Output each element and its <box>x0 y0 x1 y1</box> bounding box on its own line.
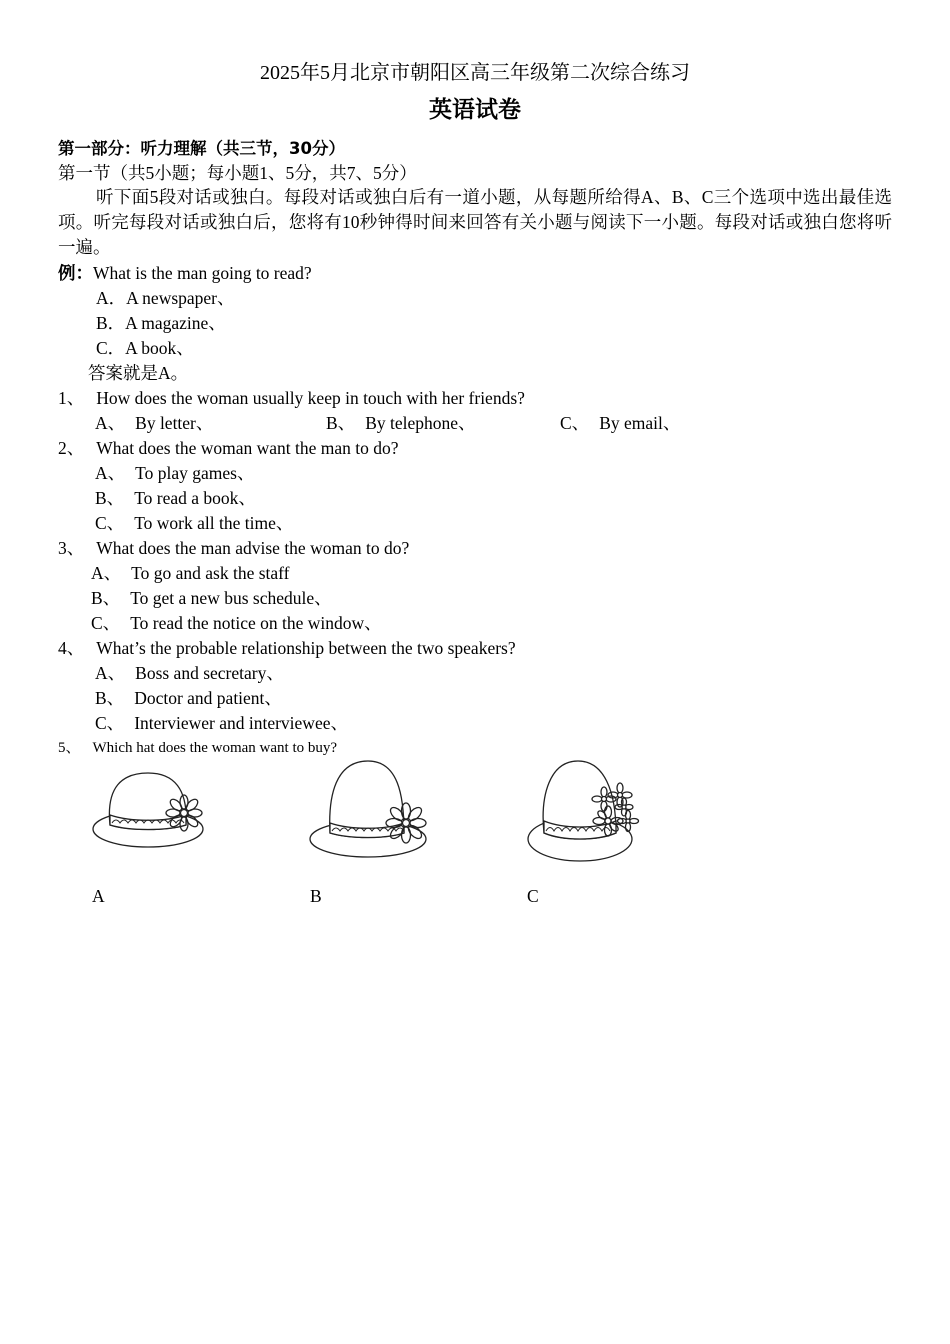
example-question-text: What is the man going to read? <box>93 263 312 283</box>
exam-title: 2025年5月北京市朝阳区高三年级第二次综合练习 <box>260 62 690 84</box>
hat-label-b: B <box>310 886 322 906</box>
example-answer: 答案就是A。 <box>88 363 189 383</box>
question-4 <box>58 636 516 660</box>
hat-single-flower-icon <box>88 765 210 855</box>
question-2 <box>58 436 399 460</box>
q2-option-a: A、 To play games、 <box>95 463 255 483</box>
question-text: What does the woman want the man to do? <box>96 438 399 458</box>
section-heading: 第一节（共5小题；每小题1、5分，共7、5分） <box>58 163 417 183</box>
hat-label-c: C <box>527 886 539 906</box>
exam-subtitle: 英语试卷 <box>429 97 521 123</box>
question-text: Which hat does the woman want to buy? <box>92 740 338 756</box>
example-option-a: A．A newspaper、 <box>96 288 235 308</box>
q1-option-a: A、 By letter、 <box>95 413 214 433</box>
q4-option-c: C、 Interviewer and interviewee、 <box>95 713 348 733</box>
question-number: 3、 <box>58 538 85 558</box>
question-5 <box>58 736 337 760</box>
q4-option-b: B、 Doctor and patient、 <box>95 688 282 708</box>
instructions: 听下面5段对话或独白。每段对话或独白后有一道小题，从每题所给得A、B、C三个选项中选出最佳选项。听完每段对话或独白后，您将有10秒钟得时间来回答有关小题与阅读下一小题。每段对话或独白您将听一遍。 <box>58 187 892 257</box>
hat-label-a: A <box>92 886 105 906</box>
example-option-b: B．A magazine、 <box>96 313 226 333</box>
hat-flower-bouquet-icon <box>524 755 640 867</box>
question-text: What does the man advise the woman to do? <box>96 538 410 558</box>
q3-option-a: A、 To go and ask the staff <box>91 563 290 583</box>
example-option-c: C．A book、 <box>96 338 194 358</box>
question-text: How does the woman usually keep in touch with her friends? <box>96 388 525 408</box>
question-number: 4、 <box>58 638 85 658</box>
q1-option-c: C、 By email、 <box>560 413 681 433</box>
question-1 <box>58 386 525 410</box>
q3-option-b: B、 To get a new bus schedule、 <box>91 588 332 608</box>
hat-tall-flower-icon <box>306 755 432 861</box>
q2-option-b: B、 To read a book、 <box>95 488 256 508</box>
question-3 <box>58 536 409 560</box>
q3-option-c: C、 To read the notice on the window、 <box>91 613 382 633</box>
example-label: 例： <box>58 264 93 284</box>
question-number: 1、 <box>58 388 85 408</box>
example-question <box>58 261 312 286</box>
q2-option-c: C、 To work all the time、 <box>95 513 294 533</box>
q4-option-a: A、 Boss and secretary、 <box>95 663 284 683</box>
part-heading: 第一部分：听力理解（共三节，30分） <box>58 139 345 158</box>
q1-option-b: B、 By telephone、 <box>326 413 476 433</box>
question-number: 2、 <box>58 438 85 458</box>
question-number: 5、 <box>58 740 81 756</box>
question-text: What’s the probable relationship between the two speakers? <box>96 638 516 658</box>
